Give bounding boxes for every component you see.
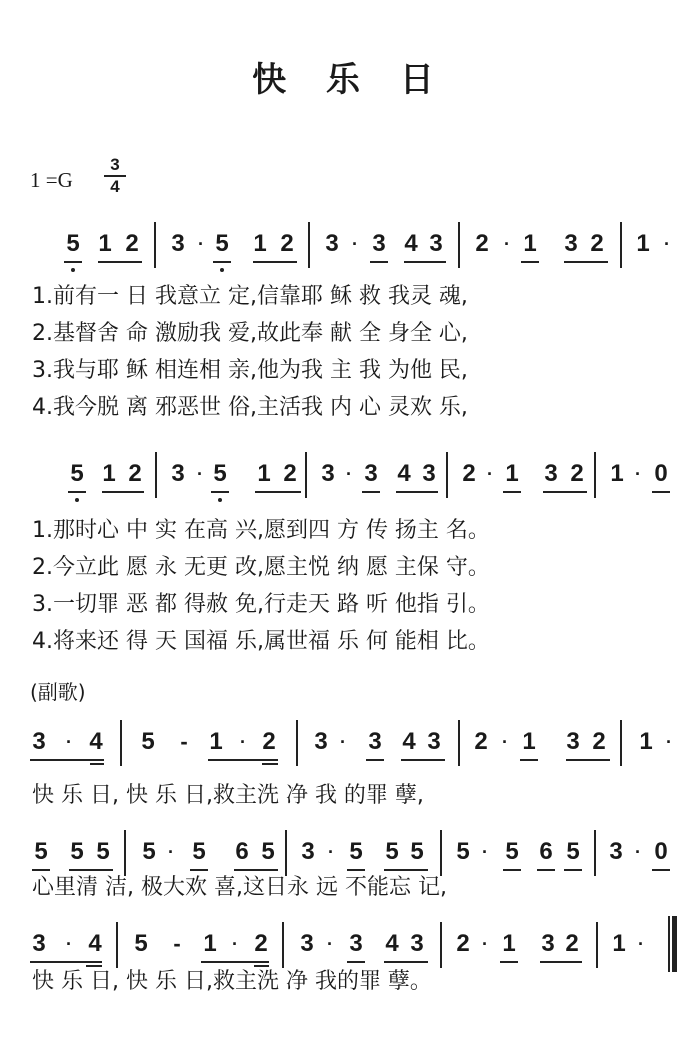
barline	[120, 720, 122, 766]
note: 5	[349, 838, 363, 865]
note: 2	[283, 460, 297, 487]
note: 1	[505, 460, 519, 487]
note: 3	[410, 930, 424, 957]
note: 1	[502, 930, 516, 957]
note: 2	[474, 728, 488, 755]
underline	[98, 261, 142, 263]
barline	[446, 452, 448, 498]
underline	[396, 491, 438, 493]
underline	[503, 869, 521, 871]
barline	[305, 452, 307, 498]
note: 1	[209, 728, 223, 755]
time-signature-bottom: 4	[110, 176, 120, 196]
dot: ·	[487, 464, 493, 484]
underline	[652, 869, 670, 871]
note: 5	[566, 838, 580, 865]
note: 1	[257, 460, 271, 487]
note: 1	[610, 460, 624, 487]
dot: ·	[328, 842, 334, 862]
barline	[440, 922, 442, 968]
note: 2	[475, 230, 489, 257]
note: 4	[402, 728, 416, 755]
dot: ·	[66, 934, 72, 954]
dot: ·	[327, 934, 333, 954]
barline	[458, 222, 460, 268]
note: 1	[522, 728, 536, 755]
barline	[594, 452, 596, 498]
verse-lyric-line-3: 3.我与耶 稣 相连相 亲,他为我 主 我 为他 民,	[32, 358, 468, 383]
note: 2	[456, 930, 470, 957]
note: 6	[235, 838, 249, 865]
note: 1	[102, 460, 116, 487]
note: 3	[32, 930, 46, 957]
barline	[282, 922, 284, 968]
note: 5	[70, 838, 84, 865]
time-signature	[104, 156, 126, 196]
note: 3	[429, 230, 443, 257]
note: 5	[34, 838, 48, 865]
note: 6	[539, 838, 553, 865]
dot: ·	[197, 464, 203, 484]
dot: ·	[240, 732, 246, 752]
note: 2	[570, 460, 584, 487]
note: 3	[422, 460, 436, 487]
note: 5	[134, 930, 148, 957]
note: 5	[70, 460, 84, 487]
note: 5	[456, 838, 470, 865]
underline	[537, 869, 555, 871]
chorus-lyric-line-3: 快 乐 日, 快 乐 日,救主洗 净 我的罪 孽。	[32, 969, 432, 994]
verse-staff-2	[0, 452, 700, 508]
note: 5	[142, 838, 156, 865]
note: 3	[368, 728, 382, 755]
note: 3	[541, 930, 555, 957]
time-signature-top: 3	[110, 155, 120, 174]
note: 3	[171, 460, 185, 487]
underline	[404, 261, 446, 263]
note: 2	[565, 930, 579, 957]
underline	[68, 491, 86, 493]
dot: ·	[635, 842, 641, 862]
underline	[543, 491, 587, 493]
verse-staff-1	[0, 222, 700, 278]
dot: ·	[504, 234, 510, 254]
barline	[155, 452, 157, 498]
barline	[116, 922, 118, 968]
barline	[594, 830, 596, 876]
note: 1	[636, 230, 650, 257]
underline	[211, 491, 229, 493]
underline	[521, 261, 539, 263]
dot: ·	[666, 732, 672, 752]
underline	[30, 759, 104, 761]
final-barline-thin	[668, 916, 670, 972]
note: 2	[254, 930, 268, 957]
barline	[458, 720, 460, 766]
verse-lyric-line-5: 1.那时心 中 实 在高 兴,愿到四 方 传 扬主 名。	[32, 518, 490, 543]
note: 3	[427, 728, 441, 755]
note: 3	[349, 930, 363, 957]
note: 0	[654, 460, 668, 487]
chorus-staff-1	[0, 720, 700, 776]
underline	[540, 961, 582, 963]
dot: ·	[502, 732, 508, 752]
underline	[255, 491, 301, 493]
dash: -	[180, 729, 188, 754]
underline	[253, 261, 297, 263]
low-octave-dot	[218, 498, 222, 502]
final-barline-thick	[672, 916, 677, 972]
double-underline	[90, 763, 104, 765]
note: 3	[372, 230, 386, 257]
note: 0	[654, 838, 668, 865]
note: 5	[505, 838, 519, 865]
note: 5	[215, 230, 229, 257]
note: 5	[213, 460, 227, 487]
underline	[347, 961, 365, 963]
underline	[652, 491, 670, 493]
dot: ·	[638, 934, 644, 954]
note: 3	[544, 460, 558, 487]
dot: ·	[66, 732, 72, 752]
note: 3	[609, 838, 623, 865]
dot: ·	[635, 464, 641, 484]
underline	[30, 961, 102, 963]
low-octave-dot	[220, 268, 224, 272]
note: 5	[192, 838, 206, 865]
underline	[201, 961, 269, 963]
dot: ·	[664, 234, 670, 254]
underline	[64, 261, 82, 263]
dot: ·	[482, 934, 488, 954]
note: 4	[89, 728, 103, 755]
underline	[401, 759, 445, 761]
underline	[208, 759, 278, 761]
verse-lyric-line-7: 3.一切罪 恶 都 得赦 免,行走天 路 听 他指 引。	[32, 592, 490, 617]
dot: ·	[346, 464, 352, 484]
note: 5	[261, 838, 275, 865]
note: 1	[612, 930, 626, 957]
note: 5	[96, 838, 110, 865]
note: 2	[590, 230, 604, 257]
chorus-lyric-line-2: 心里清 洁, 极大欢 喜,这日永 远 不能忘 记,	[32, 875, 447, 900]
note: 3	[314, 728, 328, 755]
verse-lyric-line-6: 2.今立此 愿 永 无更 改,愿主悦 纳 愿 主保 守。	[32, 555, 490, 580]
note: 3	[321, 460, 335, 487]
note: 2	[128, 460, 142, 487]
note: 2	[462, 460, 476, 487]
underline	[564, 261, 608, 263]
barline	[296, 720, 298, 766]
dot: ·	[232, 934, 238, 954]
underline	[366, 759, 384, 761]
note: 5	[141, 728, 155, 755]
note: 4	[385, 930, 399, 957]
dot: ·	[340, 732, 346, 752]
note: 2	[262, 728, 276, 755]
underline	[213, 261, 231, 263]
dot: ·	[198, 234, 204, 254]
dot: ·	[168, 842, 174, 862]
note: 1	[253, 230, 267, 257]
underline	[564, 869, 582, 871]
note: 1	[639, 728, 653, 755]
note: 2	[592, 728, 606, 755]
barline	[620, 720, 622, 766]
barline	[308, 222, 310, 268]
chorus-label: (副歌)	[30, 680, 86, 704]
underline	[384, 961, 428, 963]
dash: -	[173, 931, 181, 956]
song-title: 快 乐 日	[252, 60, 448, 100]
note: 5	[410, 838, 424, 865]
underline	[102, 491, 144, 493]
note: 3	[171, 230, 185, 257]
dot: ·	[482, 842, 488, 862]
note: 3	[566, 728, 580, 755]
barline	[154, 222, 156, 268]
note: 3	[300, 930, 314, 957]
dot: ·	[352, 234, 358, 254]
double-underline	[262, 763, 278, 765]
key-signature: 1 =G	[30, 168, 73, 192]
note: 5	[66, 230, 80, 257]
verse-lyric-line-2: 2.基督舍 命 激励我 爱,故此奉 献 全 身全 心,	[32, 321, 468, 346]
note: 3	[364, 460, 378, 487]
note: 3	[301, 838, 315, 865]
note: 3	[32, 728, 46, 755]
low-octave-dot	[71, 268, 75, 272]
underline	[500, 961, 518, 963]
note: 2	[125, 230, 139, 257]
barline	[620, 222, 622, 268]
note: 4	[397, 460, 411, 487]
underline	[370, 261, 388, 263]
note: 1	[203, 930, 217, 957]
underline	[520, 759, 538, 761]
verse-lyric-line-4: 4.我今脱 离 邪恶世 俗,主活我 内 心 灵欢 乐,	[32, 395, 468, 420]
underline	[503, 491, 521, 493]
verse-lyric-line-8: 4.将来还 得 天 国福 乐,属世福 乐 何 能相 比。	[32, 629, 490, 654]
verse-lyric-line-1: 1.前有一 日 我意立 定,信靠耶 稣 救 我灵 魂,	[32, 284, 468, 309]
note: 5	[385, 838, 399, 865]
note: 1	[98, 230, 112, 257]
note: 4	[404, 230, 418, 257]
note: 1	[523, 230, 537, 257]
note: 2	[280, 230, 294, 257]
low-octave-dot	[75, 498, 79, 502]
note: 4	[88, 930, 102, 957]
underline	[362, 491, 380, 493]
note: 3	[564, 230, 578, 257]
chorus-lyric-line-1: 快 乐 日, 快 乐 日,救主洗 净 我 的罪 孽,	[32, 783, 424, 808]
note: 3	[325, 230, 339, 257]
barline	[596, 922, 598, 968]
underline	[566, 759, 610, 761]
